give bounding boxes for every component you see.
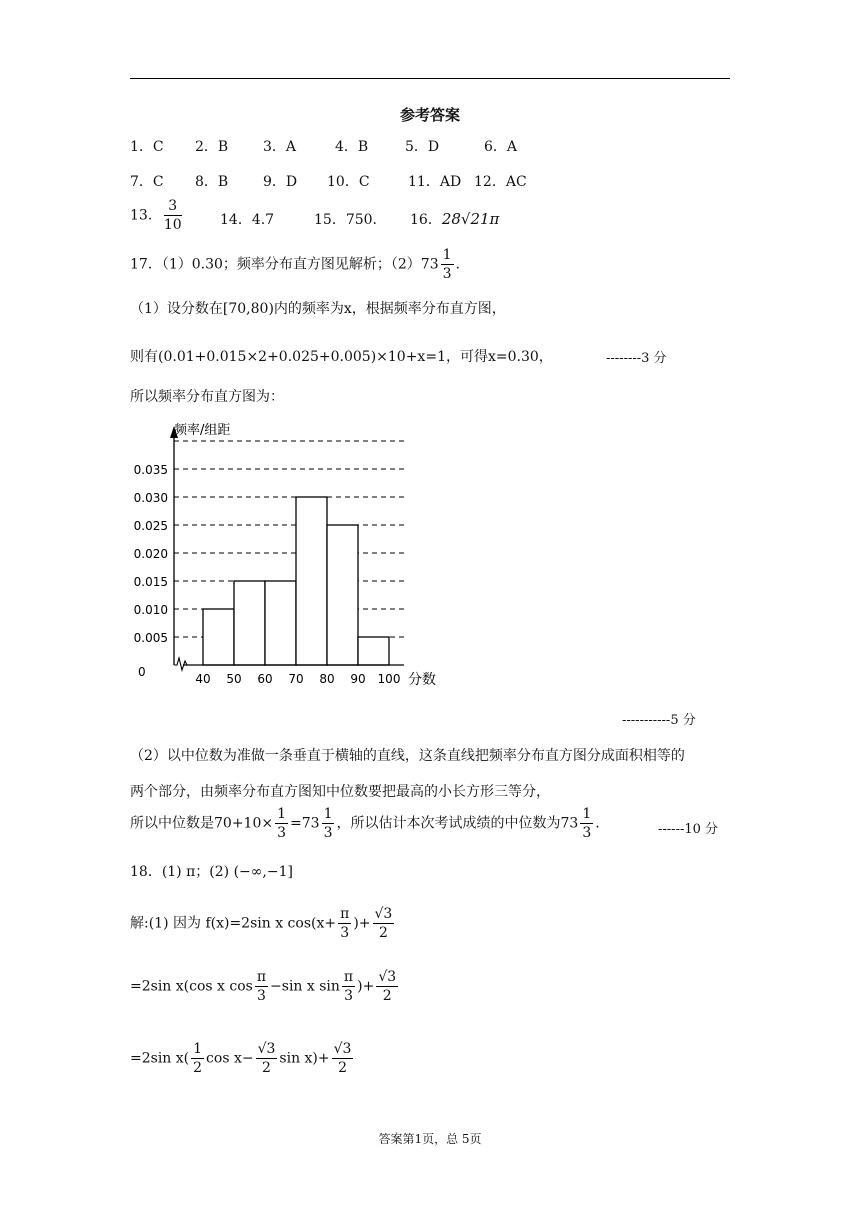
answer-2: 2．B [195, 139, 229, 155]
q17-part1-intro: （1）设分数在[70,80)内的频率为x，根据频率分布直方图， [130, 301, 506, 317]
frequency-histogram [120, 412, 450, 697]
score-5: -----------5 分 [622, 713, 696, 728]
q18-step-3: =2sin x( $\frac{1}{2}$ cos x− $\frac{√3}{2}$ sin x)+ $\frac{√3}{2}$ [130, 1041, 352, 1076]
y-tick-label: 0.030 [133, 491, 168, 505]
histogram-bar [265, 581, 296, 665]
header-rule [130, 78, 730, 79]
page-title: 参考答案 [399, 106, 460, 124]
answer-14: 14．4.7 [220, 212, 275, 228]
x-tick-label: 50 [226, 672, 242, 686]
x-tick-label: 90 [350, 672, 366, 686]
answer-7: 7．C [130, 174, 164, 190]
q17-summary: 17．（1）0.30；频率分布直方图见解析；（2）73 $\frac{1}{3}$ . [130, 247, 460, 282]
histogram-bar [234, 581, 265, 665]
q18-summary: 18．(1) π；(2) (−∞,−1] [130, 864, 293, 880]
answer-5: 5．D [405, 139, 440, 155]
answer-9: 9．D [263, 174, 298, 190]
x-tick-label: 80 [319, 672, 335, 686]
q17-part2-line2: 两个部分，由频率分布直方图知中位数要把最高的小长方形三等分， [130, 784, 550, 800]
histogram-bar [296, 497, 327, 665]
q18-step-2: =2sin x(cos x cos $\frac{\pi}{3}$ −sin x sin $\frac{\pi}{3}$ )+ $\frac{√3}{2}$ [130, 969, 397, 1004]
score-10: ------10 分 [658, 822, 719, 837]
x-tick-label: 60 [257, 672, 273, 686]
answer-10: 10．C [327, 174, 370, 190]
q17-equation: 则有(0.01+0.015×2+0.025+0.005)×10+x=1，可得x=0.30， [130, 349, 553, 365]
q17-histogram-caption: 所以频率分布直方图为： [130, 389, 284, 405]
histogram-bar [203, 609, 234, 665]
y-tick-label: 0.015 [133, 575, 168, 589]
axis-break-icon [174, 658, 187, 670]
q18-step-1: 解:(1) 因为 f(x)=2sin x cos(x+ $\frac{\pi}{3}$ )+ $\frac{√3}{2}$ [130, 906, 393, 941]
y-axis-label: 频率/组距 [174, 423, 231, 438]
answer-1: 1．C [130, 139, 164, 155]
answer-8: 8．B [195, 174, 229, 190]
q17-part2-line1: （2）以中位数为准做一条垂直于横轴的直线，这条直线把频率分布直方图分成面积相等的 [130, 748, 685, 764]
answer-13: 13． $\frac{3}{10}$ [130, 198, 182, 233]
page-footer: 答案第1页，总 5页 [378, 1132, 482, 1146]
histogram-bar [327, 525, 358, 665]
x-tick-label: 40 [195, 672, 211, 686]
y-tick-label: 0.025 [133, 519, 168, 533]
answer-11: 11．AD [408, 174, 462, 190]
answer-12: 12．AC [474, 174, 527, 190]
answer-16: 16．28√21π [410, 210, 500, 228]
answer-15: 15．750. [314, 212, 377, 228]
histogram-bar [358, 637, 389, 665]
y-tick-label: 0 [138, 665, 146, 679]
y-tick-label: 0.010 [133, 603, 168, 617]
answer-4: 4．B [335, 139, 369, 155]
y-tick-label: 0.005 [133, 631, 168, 645]
q17-median: 所以中位数是70+10× $\frac{1}{3}$ =73 $\frac{1}{3}$ ，所以估计本次考试成绩的中位数为73 $\frac{1}{3}$ . [130, 806, 600, 841]
x-tick-label: 100 [377, 672, 401, 686]
answer-6: 6．A [484, 139, 518, 155]
x-tick-labels [195, 672, 400, 686]
answer-3: 3．A [263, 139, 297, 155]
y-tick-labels [134, 463, 178, 679]
x-tick-label: 70 [288, 672, 304, 686]
y-tick-label: 0.020 [133, 547, 168, 561]
y-tick-label: 0.035 [133, 463, 168, 477]
x-axis-label: 分数 [408, 672, 436, 688]
score-3: --------3 分 [606, 351, 667, 366]
